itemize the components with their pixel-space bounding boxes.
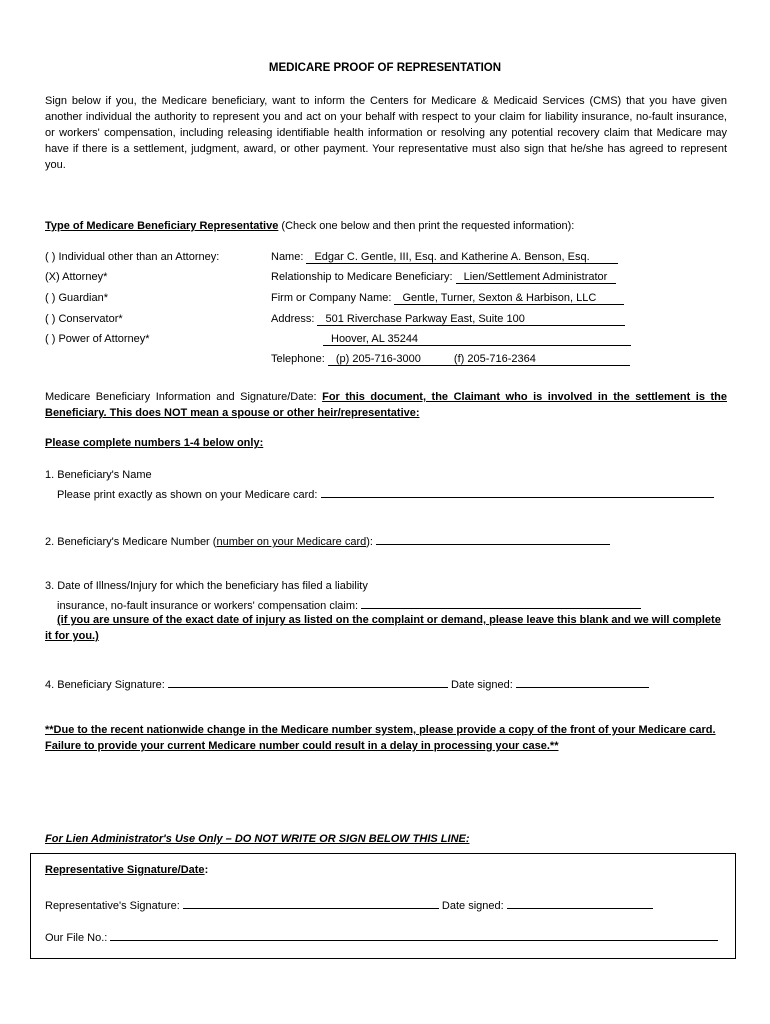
file-no-row: [45, 928, 718, 944]
firm-field[interactable]: Gentle, Turner, Sexton & Harbison, LLC: [394, 292, 624, 305]
item1-title: 1. Beneficiary's Name: [45, 469, 152, 481]
item3-line2: insurance, no-fault insurance or workers' compensation claim:: [57, 600, 359, 612]
page-title: MEDICARE PROOF OF REPRESENTATION: [268, 62, 502, 74]
file-no-field[interactable]: [110, 928, 718, 941]
phone-value: (p) 205-716-3000: [335, 353, 421, 365]
rep-signature-field[interactable]: [183, 896, 439, 909]
rep-name-label: Name:: [271, 251, 304, 263]
item1-row: [57, 485, 714, 501]
beneficiary-bold-note: For this document, the Claimant who is involved in the settlement is the Beneficiary. This does NOT mean a spouse or other heir/representative:: [45, 391, 727, 419]
item2-prefix: 2. Beneficiary's Medicare Number (: [45, 536, 217, 548]
box-heading-row: [45, 864, 208, 876]
beneficiary-info-label: Medicare Beneficiary Information and Signature/Date:: [45, 391, 323, 403]
beneficiary-info-note: [45, 389, 727, 421]
option-guardian[interactable]: ( ) Guardian*: [45, 292, 108, 304]
address-line2-field[interactable]: Hoover, AL 35244: [323, 333, 631, 346]
option-attorney[interactable]: (X) Attorney*: [45, 271, 108, 283]
beneficiary-name-field[interactable]: [321, 485, 714, 498]
address-line2-row: [323, 333, 631, 346]
item1-sub-label: Please print exactly as shown on your Medicare card:: [57, 489, 318, 501]
telephone-label: Telephone:: [271, 353, 325, 365]
item2-row: [45, 532, 610, 548]
item3-note: (if you are unsure of the exact date of injury as listed on the complaint or demand, please leave this blank and we will complete it for you.): [45, 614, 721, 642]
box-heading-colon: :: [204, 864, 209, 876]
item3-row: [57, 596, 641, 612]
relationship-row: [271, 271, 616, 284]
telephone-field[interactable]: [328, 353, 630, 366]
injury-date-field[interactable]: [361, 596, 641, 609]
relationship-field[interactable]: Lien/Settlement Administrator: [456, 271, 616, 284]
rep-signature-row: [45, 896, 653, 912]
firm-label: Firm or Company Name:: [271, 292, 392, 304]
item4-label: 4. Beneficiary Signature:: [45, 679, 165, 691]
medicare-number-field[interactable]: [376, 532, 610, 545]
rep-type-instruction: (Check one below and then print the requested information):: [278, 220, 575, 232]
file-no-label: Our File No.:: [45, 932, 108, 944]
rep-date-field[interactable]: [507, 896, 653, 909]
telephone-row: [271, 353, 630, 366]
option-conservator[interactable]: ( ) Conservator*: [45, 313, 123, 325]
address-row: [271, 313, 625, 326]
rep-name-field[interactable]: Edgar C. Gentle, III, Esq. and Katherine A. Benson, Esq.: [306, 251, 618, 264]
beneficiary-signature-field[interactable]: [168, 675, 448, 688]
intro-paragraph: Sign below if you, the Medicare beneficiary, want to inform the Centers for Medicare & Medicaid Services (CMS) that you have given another individual the authority to represent you and act on your behalf with respect to your claim for liability insurance, no-fault insurance, or workers' compensation, including releasing identifiable health information or resolving any potential recovery claim that Medicare may have if there is a settlement, judgment, award, or other payment. Your representative must also sign that he/she has agreed to represent you.: [45, 95, 727, 171]
item2-underlined: number on your Medicare card: [216, 536, 367, 548]
admin-heading: For Lien Administrator's Use Only – DO NOT WRITE OR SIGN BELOW THIS LINE:: [45, 833, 470, 845]
beneficiary-date-field[interactable]: [516, 675, 649, 688]
item3-line1: 3. Date of Illness/Injury for which the beneficiary has filed a liability: [45, 580, 368, 592]
firm-row: [271, 292, 624, 305]
option-individual[interactable]: ( ) Individual other than an Attorney:: [45, 251, 220, 263]
medicare-card-notice: **Due to the recent nationwide change in the Medicare number system, please provide a copy of the front of your Medicare card. Failure to provide your current Medicare number could result in a delay in processing your case.**: [45, 724, 716, 752]
rep-type-heading-row: [45, 220, 574, 232]
rep-type-heading: Type of Medicare Beneficiary Representative: [45, 220, 279, 232]
rep-name-row: [271, 251, 618, 264]
relationship-label: Relationship to Medicare Beneficiary:: [271, 271, 453, 283]
rep-signature-label: Representative's Signature:: [45, 900, 180, 912]
box-heading: Representative Signature/Date: [45, 864, 205, 876]
address-label: Address:: [271, 313, 315, 325]
item4-row: [45, 675, 649, 691]
address-line1-field[interactable]: 501 Riverchase Parkway East, Suite 100: [317, 313, 625, 326]
beneficiary-date-label: Date signed:: [450, 679, 513, 691]
rep-date-label: Date signed:: [441, 900, 504, 912]
fax-value: (f) 205-716-2364: [453, 353, 536, 365]
option-power-of-attorney[interactable]: ( ) Power of Attorney*: [45, 333, 150, 345]
item2-suffix: ):: [366, 536, 373, 548]
complete-note: Please complete numbers 1-4 below only:: [45, 437, 264, 449]
